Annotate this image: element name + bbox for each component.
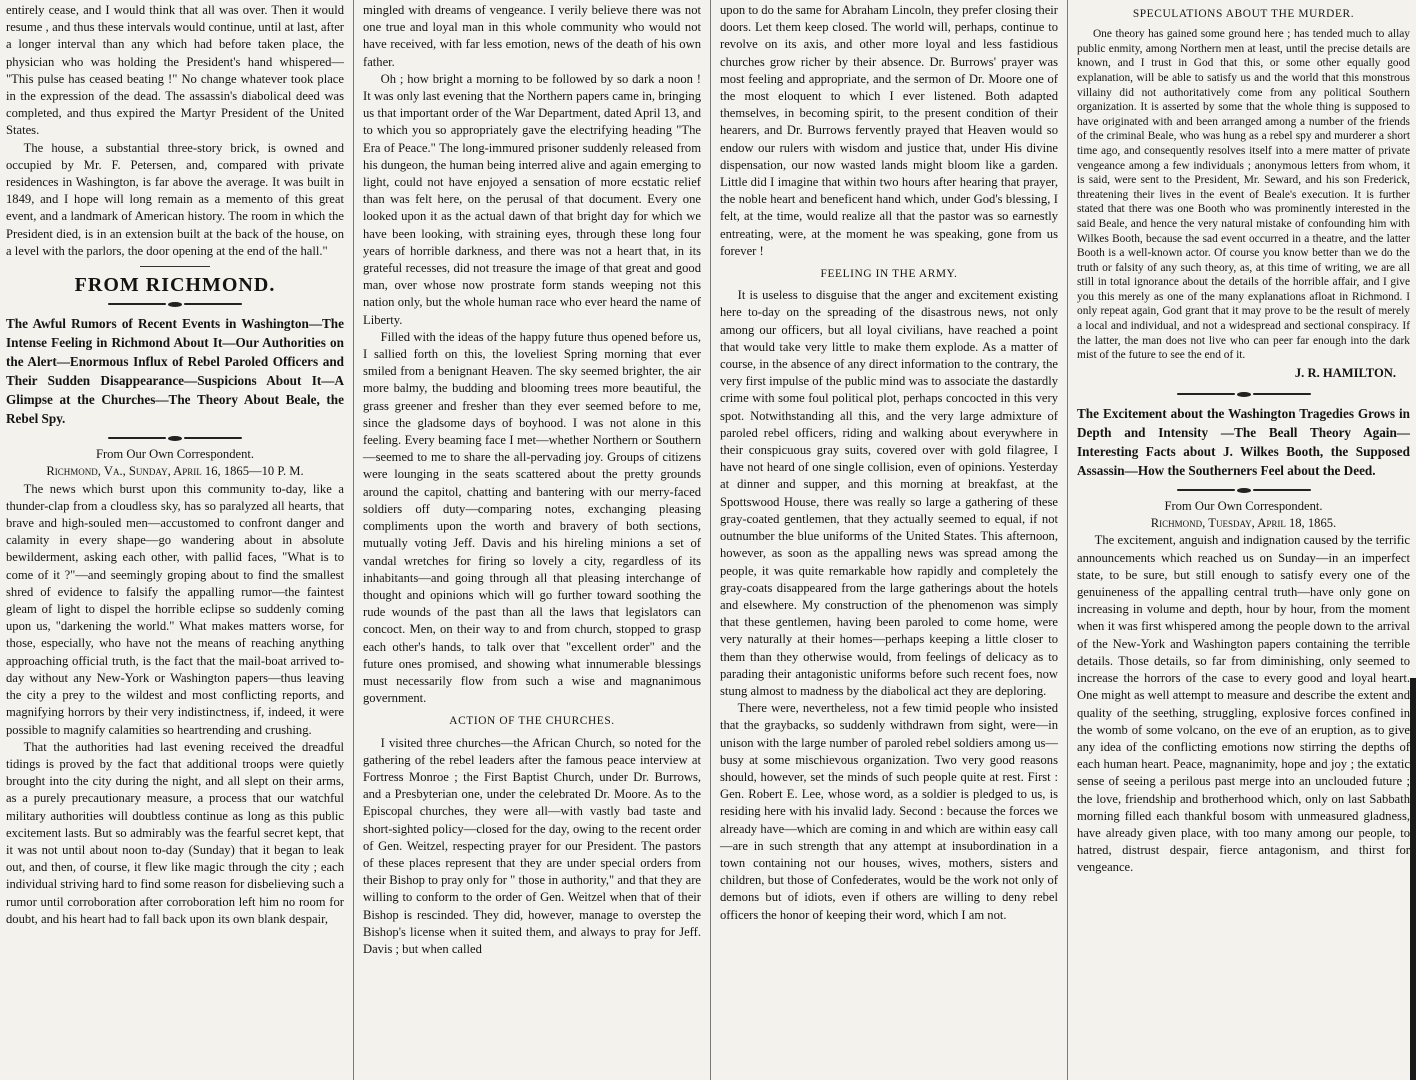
paragraph: There were, nevertheless, not a few timid people who insisted that the graybacks, so suddenly withdrawn from sight, were—in unison with the large number of paroled rebel soldiers among us—busy at some mischievous organization. Two very good reasons should, however, set the minds of such people quite at rest. First : Gen. Robert E. Lee, whose word, as a soldier is pledged to us, is residing here with his invalid lady. Second : because the forces we already have—which are coming in and which are within easy call—are in such strength that any attempt at insubordination in a town containing not our houses, wives, mothers, sisters and children, but those of Confederates, would be the work not only of demons but of idiots, even if others are willing to deny rebel officers the honor of keeping their word, which I am not. xyxy=(720,701,1058,922)
column-rule xyxy=(1067,0,1068,1080)
scan-edge-shadow xyxy=(1410,678,1416,1080)
paragraph: I visited three churches—the African Church, so noted for the gathering of the rebel leaders after the famous peace interview at Fortress Monroe ; the First Baptist Church, under Dr. Burrows, and a Presbyterian one, under the celebrated Dr. Moore. As to the Episcopal churches, they were all—with vastly bad taste and short-sighted policy—closed for the day, owing to the recent order of Gen. Weitzel, respecting prayer for our President. The pastors of these places represent that they are under special orders from their Bishop to pray only for " those in authority," and that they are willing to conform to the order of Gen. Weitzel when that of their Bishop is rescinded. They did, however, manage to overstep the Bishop's license when it suited them, and always to pray for Jeff. Davis ; but when called xyxy=(363,735,701,956)
column-1 xyxy=(0,0,350,1080)
subhead-speculations: SPECULATIONS ABOUT THE MURDER. xyxy=(1132,8,1355,20)
ornament-rule-icon xyxy=(6,432,344,444)
article-continuation-text-house: The house, a substantial three-story brick, is owned and occupied by Mr. F. Petersen, and, compared with private residences in Washington, is far above the average. It was built in 1849, and I hope will long remain as a memento of this great event, and a landmark of American history. The room in which the President died, is in an extension built at the back of the house, on a level with the parlors, the door opening at the end of the hall." xyxy=(6,140,344,258)
paragraph: Oh ; how bright a morning to be followed by so dark a noon ! It was only last evening that the Northern papers came in, bringing us that important order of the War Department, dated April 13, and to which you so appropriately gave the electrifying heading "The Era of Peace." The long-immured prisoner suddenly released from his dungeon, the human being interred alive and again emerging to light, could not have enjoyed a sensation of more ecstatic relief than was felt here, on the perusal of that document. Every one looked upon it as the actual dawn of that bright day for which we have been looking, with straining eyes, through these long four years of horrible darkness, and there was not a heart that, in its grateful recesses, did not treasure the image of that great and good man, over whose now prostrate form stands weeping not this nation only, but the whole human race who ever heard the name of Liberty. xyxy=(363,71,701,327)
subhead-action-of-churches: ACTION OF THE CHURCHES. xyxy=(449,715,615,728)
column-4 xyxy=(1071,0,1416,1080)
ornament-rule-icon xyxy=(6,298,344,310)
ornament-rule-icon xyxy=(1077,388,1410,400)
dateline: Richmond, Va., Sunday, April 16, 1865—10 P. M. xyxy=(46,464,304,479)
headline-from-richmond: FROM RICHMOND. xyxy=(74,274,276,297)
ornament-rule-icon xyxy=(1077,484,1410,496)
dateline: Richmond, Tuesday, April 18, 1865. xyxy=(1150,516,1337,531)
subhead-feeling-in-army: FEELING IN THE ARMY. xyxy=(820,268,958,281)
byline: From Our Own Correspondent. xyxy=(95,447,255,462)
paragraph: That the authorities had last evening received the dreadful tidings is proved by the fact that additional troops were quietly brought into the city during the night, and all slept on their arms, as a purely precautionary measure, a process that our watchful military authorities will doubtless continue as long as this public excitement lasts. But so admirably was the fearful secret kept, that it was not until about noon to-day (Sunday) that it began to leak out, and then, of course, it flew like magic through the city ; each individual striving hard to find some reason for disbelieving such a rumor until corroboration after corroboration left him no room for doubt, and his heart had to fall back upon its own blank despair, xyxy=(6,739,344,926)
headline-deck: The Awful Rumors of Recent Events in Washington—The Intense Feeling in Richmond About It—Our Authorities on the Alert—Enormous Influx of Rebel Paroled Officers and Their Sudden Disappearance—Suspicions About It—A Glimpse at the Churches—The Theory About Beale, the Rebel Spy. xyxy=(6,316,344,427)
paragraph: Filled with the ideas of the happy future thus opened before us, I sallied forth on this, the loveliest Spring morning that ever smiled from a benignant Heaven. The sky seemed brighter, the air more balmy, the budding and blooming trees more beautiful, the grass greener and fresher than they ever seemed before to me, since the gladsome days of boyhood. I was not alone in this feeling. Every beaming face I met—whether Northern or Southern —seemed to me to share the all-pervading joy. Groups of citizens were lounging in the seats scattered about the pretty grounds around the capitol, chatting and bantering with our merry-faced soldiers off duty—comparing notes, exchanging pleasing compliments upon the worth and bravery of both sections, mutually voting Jeff. Davis and his hireling minions a set of vandal wretches for firing so lovely a city, regardless of its inhabitants—and going through all that pleasing interchange of thought and opinions which will go further toward soothing the rude wounds of the past than all the laws that legislators can concoct. Men, on their way to and from church, stopped to grasp each other's hands, to talk over that "excellent order" and the future ones promised, and showing what innumerable blessings must necessarily flow from such a wise and magnanimous government. xyxy=(363,329,701,706)
column-rule xyxy=(353,0,354,1080)
paragraph: The news which burst upon this community to-day, like a thunder-clap from a cloudless sky, has so paralyzed all hearts, that brave and high-souled men—accustomed to confront danger and calamity in every shape—go wandering about in absolute bewilderment, asking each other, with pallid faces, "What is to come of it ?"—and seemingly groping about to find the smallest shred of evidence to falsify the appalling rumor—the faintest gleam of light to dispel the horrible eclipse so suddenly coming upon us, "darkening the world." What makes matters worse, for those, especially, who have not the means of reaching anything approaching official truth, is the fact that the mail-boat arrived to-day without any New-York or Washington papers—thus leaving the city a prey to the wildest and most conflicting reports, and magnifying horrors by their very indistinctness, if, indeed, it were possible to magnify calamities so heartrending and crushing. xyxy=(6,481,344,737)
article-continuation-text: mingled with dreams of vengeance. I verily believe there was not one true and loyal man in this whole community who would not have received, with far less emotion, news of the death of his own father. xyxy=(363,3,701,69)
paragraph: It is useless to disguise that the anger and excitement existing here to-day on the spreading of the disastrous news, not only among our officers, but all loyal civilians, have reached a point that would take very little to make them explode. As a matter of course, in the absence of any direct information to the contrary, the very first impulse of the public mind was to associate the dastardly crime with some foul political plot, perhaps concocted in this very spot. Notwithstanding all this, and the very large admixture of paroled rebel officers, riding and walking about everywhere in their conspicuous gray suits, covered over with gold filagree, I have not heard of one single collision, even of opinions. Yesterday at dinner and supper, and this morning at breakfast, at the Spottswood House, there was really so large a gathering of these gray-coated gentlemen, that they actually seemed to equal, if not outnumber the blue uniforms of the United States. This afternoon, however, as soon as the appalling news was spread among the people, it was quite remarkable how rapidly and completely the gray-coats disappeared from the large gatherings about the hotels and elsewhere. My construction of the phenomenon was simply that these gentlemen, having been paroled to come home, were very naturally at their homes—perhaps keeping a little closer to them than they otherwise would, from feelings of delicacy as to parading their antagonistic uniforms before such recent foes, now stung almost to madness by the diabolical act they are deploring. xyxy=(720,288,1058,698)
signature: J. R. HAMILTON. xyxy=(1294,365,1396,380)
column-3 xyxy=(714,0,1064,1080)
column-divider-rule xyxy=(140,266,210,267)
column-2 xyxy=(357,0,707,1080)
paragraph: The excitement, anguish and indignation caused by the terrific announcements which reached us on Sunday—in an imperfect state, to be sure, but still enough to satisfy every one of the genuineness of the appalling central truth—have only gone on increasing in volume and depth, hour by hour, from the moment when it was first whispered among the people down to the arrival of the New-York and Washington papers containing the terrible details. Those details, so far from diminishing, only seemed to increase the horrors of the case to every good and loyal heart. One might as well attempt to measure and describe the extent and quality of the seething, struggling, explosive forces confined in the womb of some volcano, on the eve of an eruption, as to give any idea of the conflicting emotions now stirring the depths of each human heart. Peace, magnanimity, hope and joy ; the extatic sense of seeing a perilous past merge into an unclouded future ; the love, friendship and brotherhood which, only on last Sabbath morning filled each thankful bosom with unmeasured gladness, have already given place, with too many among our people, to hatred, distrust despair, fierce antagonism, and thirst for vengeance. xyxy=(1077,533,1410,875)
article-continuation-text: upon to do the same for Abraham Lincoln, they prefer closing their doors. Let them keep closed. The world will, perhaps, continue to revolve on its axis, and other more loyal and less fastidious churches grow richer by their absence. Dr. Burrows' prayer was most feeling and appropriate, and the sermon of Dr. Moore one of the most eloquent to which I ever listened. Both adapted themselves, in becoming spirit, to the present condition of their hearers, and Dr. Burrows fervently prayed that Heaven would so endow our rulers with wisdom and justice that, under His divine dispensation, our now wasted lands might bloom like a garden. Little did I imagine that within two hours after hearing that prayer, the noble heart and beneficent hand which, under God's blessing, I felt, at the time, would realize all that the pastor was so earnestly entreating, were, at the moment he was speaking, gone from us forever ! xyxy=(720,3,1058,258)
column-rule xyxy=(710,0,711,1080)
byline: From Our Own Correspondent. xyxy=(1164,499,1323,514)
headline-deck-excitement: The Excitement about the Washington Tragedies Grows in Depth and Intensity —The Beall Theory Again—Interesting Facts about J. Wilkes Booth, the Supposed Assassin—How the Southerners Feel about the Deed. xyxy=(1077,406,1410,479)
paragraph: One theory has gained some ground here ; has tended much to allay public enmity, among Northern men at least, until the precise details are known, and I trust in God that this, or some other equally good explanation, will be able to satisfy us and the world that this monstrous villainy did not authoritatively come from any political Southern organization. It is asserted by some that the whole thing is supposed to have originated with and been arranged among a number of the friends of the criminal Beale, who was hung as a rebel spy and murderer a short time ago, and consequently resolves itself into a mere matter of private vengeance among a few individuals ; anonymous letters from whom, it is said, were sent to the President, Mr. Seward, and his son Frederick, threatening their lives in the event of Beale's execution. It is further stated that there was one Booth who was prominently interested in the said Beale, and hence the very natural mistake of confounding him with Wilkes Booth, because the sad event occurred in a theatre, and the latter Booth is a well-known actor. Of course you know better than we do the truth or falsity of any such theory, as, at this time of writing, we are all still in total ignorance about the details of the horrible affair, and I give you this merely as one of the many explanations afloat in Richmond. I only repeat again, God grant that it may prove to be the result of merely a local and individual, and not a widespread and sectional conspiracy. If the latter, the man does not live who can peer far enough into the dark mist of the future to see the end of it. xyxy=(1077,28,1410,362)
article-continuation-text: entirely cease, and I would think that all was over. Then it would resume , and thus these intervals would continue, until at last, after a longer interval than any which had before taken place, the physician who was holding the President's hand whispered— "This pulse has ceased beating !" No change whatever took place in the expression of the dead. The assassin's diabolical deed was completed, and thus expired the Martyr President of the United States. xyxy=(6,3,344,138)
